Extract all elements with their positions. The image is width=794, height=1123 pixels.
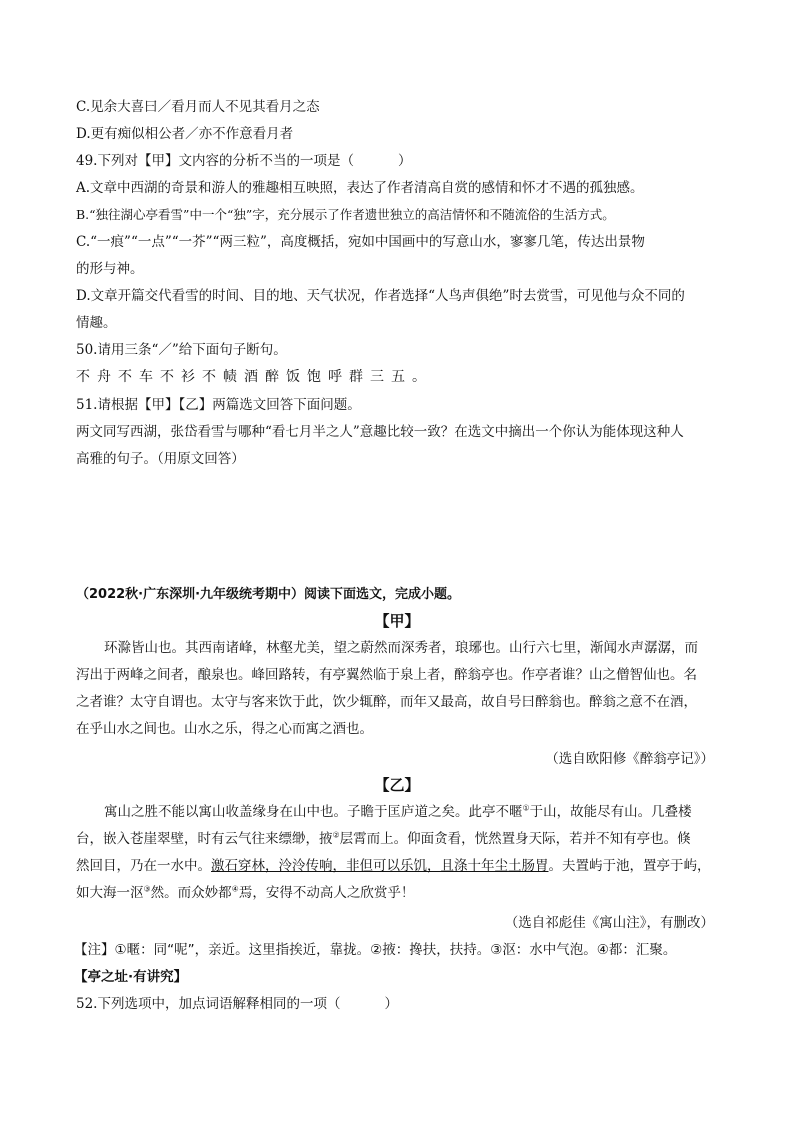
q49-option-b: B.“独往湖心亭看雪”中一个“独”字，充分展示了作者遗世独立的高洁情怀和不随流俗的生活方式。 [76,207,615,222]
question-50-sentence: 不舟不车不衫不帻酒醉饭饱呼群三五。 [76,369,433,385]
option-c: C.见余大喜曰／看月而人不见其看月之态 [76,99,320,115]
passage-yi-line2: 台，嵌入苍崖翠壁，时有云气往来缥缈，掖②层霄而上。仰面贪看，恍然置身天际，若并不知有亭也。倏 [76,830,691,847]
passage-yi-source: （选自祁彪佳《寓山注》，有删改） [504,915,714,931]
annotation-note: 【注】①暱：同“呢”，亲近。这里指挨近，靠拢。②掖：搀扶，扶持。③沤：水中气泡。④都：汇聚。 [74,942,677,958]
passage-jia-line2: 泻出于两峰之间者，酿泉也。峰回路转，有亭翼然临于泉上者，醉翁亭也。作亭者谁？山之僧智仙也。名 [76,667,697,683]
q49-option-d-line2: 情趣。 [76,315,117,331]
underlined-sentence: 激石穿林，泠泠传响，非但可以乐饥，且涤十年尘土肠胃 [211,858,549,874]
option-d: D.更有痴似相公者／亦不作意看月者 [76,126,294,142]
passage-yi-line4: 如大海一沤③然。而众妙都④焉，安得不动高人之欣赏乎！ [76,884,415,901]
passage-jia-line3: 之者谁？太守自谓也。太守与客来饮于此，饮少辄醉，而年又最高，故自号曰醉翁也。醉翁之意不在酒， [76,694,697,710]
passage-jia-label: 【甲】 [374,612,420,630]
q49-option-d-line1: D.文章开篇交代看雪的时间、目的地、天气状况，作者选择“人鸟声俱绝”时去赏雪，可见他与众不同的 [76,288,685,304]
q49-option-a: A.文章中西湖的奇景和游人的雅趣相互映照，表达了作者清高自赏的感情和怀才不遇的孤独感。 [76,180,644,196]
subsection-heading: 【亭之址·有讲究】 [74,969,188,985]
passage-jia-line4: 在乎山水之间也。山水之乐，得之心而寓之酒也。 [76,721,373,737]
question-51-line2: 高雅的句子。（用原文回答） [76,451,245,467]
passage-yi-line3: 然回目，乃在一水中。激石穿林，泠泠传响，非但可以乐饥，且涤十年尘土肠胃。夫置屿于池，置亭于屿， [76,858,711,874]
question-51-line1: 两文同写西湖，张岱看雪与哪种“看七月半之人”意趣比较一致？在选文中摘出一个你认为能体现这种人 [76,424,684,440]
question-49-stem: 49.下列对【甲】文内容的分析不当的一项是（ ） [76,153,412,169]
section-heading: （2022秋·广东深圳·九年级统考期中）阅读下面选文，完成小题。 [76,587,461,602]
passage-yi-line1: 寓山之胜不能以寓山收盖缘身在山中也。子瞻于匡庐道之矣。此亭不暱①于山，故能尽有山。几叠楼 [104,803,692,820]
q49-option-c-line2: 的形与神。 [76,261,144,277]
question-51-stem: 51.请根据【甲】【乙】两篇选文回答下面问题。 [76,397,361,413]
question-52-stem: 52.下列选项中，加点词语解释相同的一项（ ） [76,996,398,1012]
passage-yi-label: 【乙】 [374,776,420,794]
q49-option-c-line1: C.“一痕”“一点”“一芥”“两三粒”，高度概括，宛如中国画中的写意山水，寥寥几笔，传达出景物 [76,234,645,250]
passage-jia-source: （选自欧阳修《醉翁亭记》） [545,751,714,767]
passage-jia-line1: 环滁皆山也。其西南诸峰，林壑尤美，望之蔚然而深秀者，琅琊也。山行六七里，渐闻水声潺潺，而 [104,640,698,656]
question-50-stem: 50.请用三条“／”给下面句子断句。 [76,342,287,358]
